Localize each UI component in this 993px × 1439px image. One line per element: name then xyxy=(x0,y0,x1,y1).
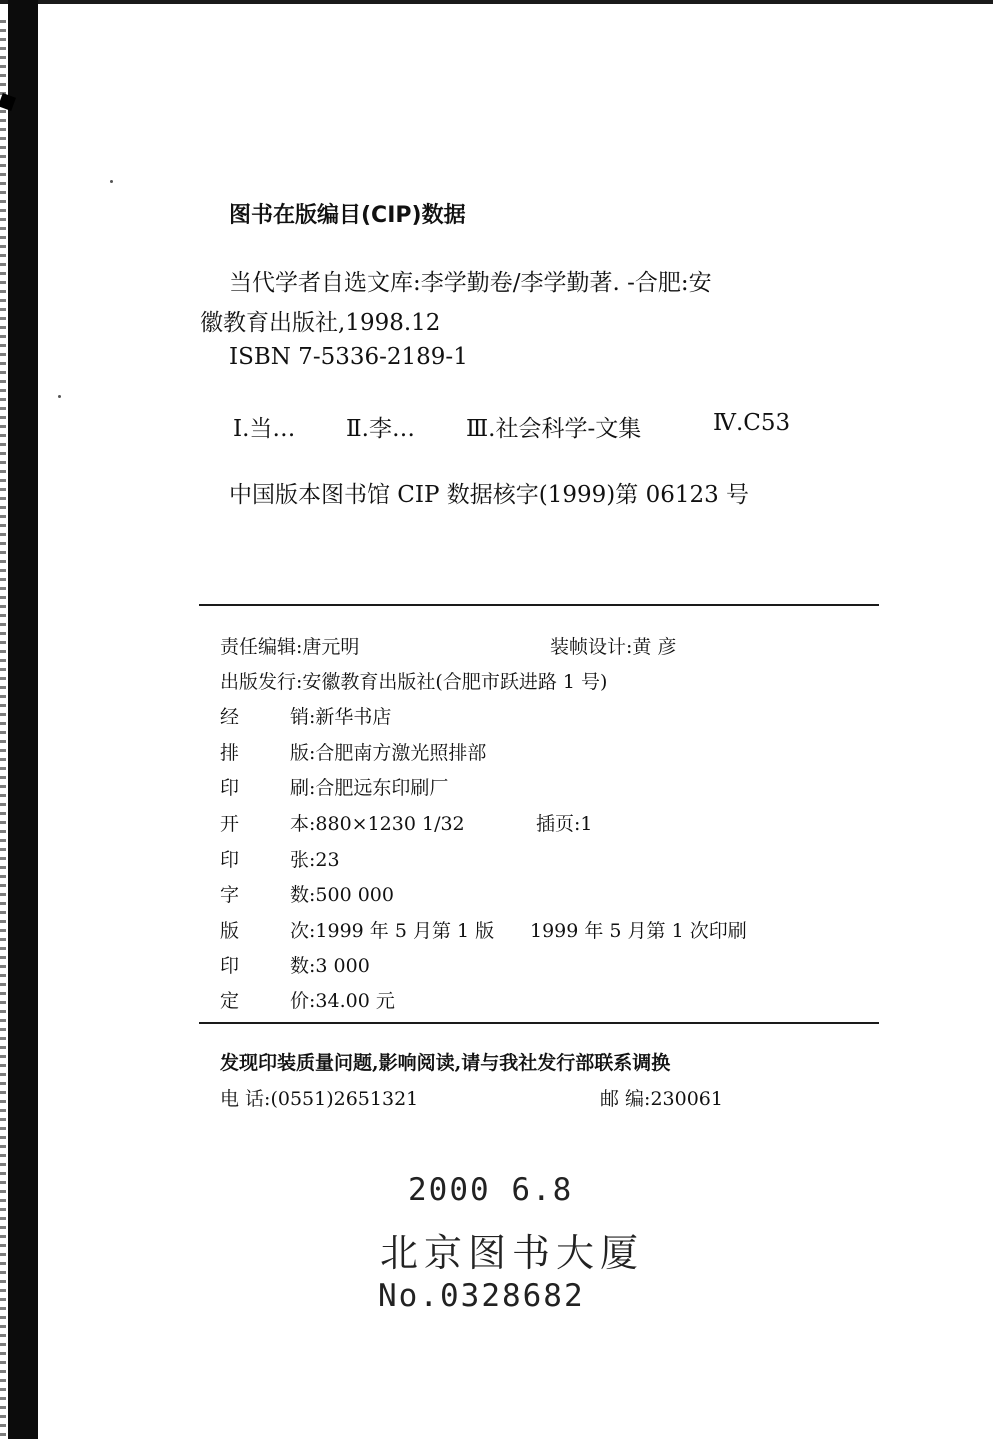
credit-row-label: 开 xyxy=(220,813,240,835)
credit-row-label: 字 xyxy=(220,884,240,906)
cip-heading: 图书在版编目(CIP)数据 xyxy=(229,203,466,228)
scan-speck xyxy=(58,395,61,398)
divider-bottom xyxy=(199,1022,879,1024)
credit-row xyxy=(220,702,391,729)
credit-row-label: 版 xyxy=(220,920,240,942)
cip-entry-line-1: 当代学者自选文库:李学勤卷/李学勤著. -合肥:安 xyxy=(229,270,712,296)
credit-row-value: 版:合肥南方激光照排部 xyxy=(290,742,487,764)
phone-number: (0551)2651321 xyxy=(270,1088,419,1110)
scan-top-edge xyxy=(0,0,993,4)
credit-row-value: 销:新华书店 xyxy=(290,706,392,728)
credit-row-label: 印 xyxy=(220,849,240,871)
credit-row-value: 次:1999 年 5 月第 1 版 xyxy=(290,920,495,942)
credit-row-value: 张:23 xyxy=(290,849,340,871)
credit-row-label: 经 xyxy=(220,706,240,728)
cip-subject-3: Ⅲ.社会科学-文集 xyxy=(466,416,642,442)
credit-row xyxy=(220,916,494,943)
credit-row xyxy=(220,880,394,907)
credit-row-label: 排 xyxy=(220,742,240,764)
cip-entry-line-2: 徽教育出版社,1998.12 xyxy=(200,310,441,336)
publisher-credit: 出版发行:安徽教育出版社(合肥市跃进路 1 号) xyxy=(220,671,608,693)
cip-subject-4: Ⅳ.C53 xyxy=(713,410,791,436)
credit-row xyxy=(220,951,370,978)
credit-row xyxy=(220,845,340,872)
credit-row-value: 刷:合肥远东印刷厂 xyxy=(290,777,449,799)
credit-row xyxy=(220,773,448,800)
editor-credit: 责任编辑:唐元明 xyxy=(220,636,360,658)
credit-row-extra: 1999 年 5 月第 1 次印刷 xyxy=(530,920,747,942)
phone-label: 电 话: xyxy=(220,1088,271,1110)
credit-row-label: 印 xyxy=(220,777,240,799)
postcode-label: 邮 编: xyxy=(600,1088,651,1110)
cip-subject-2: Ⅱ.李… xyxy=(346,416,415,442)
scan-speck xyxy=(110,180,113,183)
postcode-value: 230061 xyxy=(650,1088,723,1110)
book-spine-shadow xyxy=(8,0,38,1439)
postcode-line xyxy=(600,1084,723,1111)
credit-row xyxy=(220,986,395,1013)
handwritten-number: No.0328682 xyxy=(378,1278,585,1314)
credit-row-label: 定 xyxy=(220,990,240,1012)
scan-left-edge xyxy=(0,20,6,1439)
divider-top xyxy=(199,604,879,606)
designer-credit: 装帧设计:黄 彦 xyxy=(550,636,677,658)
credit-row-extra: 插页:1 xyxy=(536,813,593,835)
cip-subject-1: Ⅰ.当… xyxy=(233,416,296,442)
credit-row-value: 数:3 000 xyxy=(290,955,370,977)
credit-row xyxy=(220,809,465,836)
credit-row xyxy=(220,738,486,765)
credit-row-label: 印 xyxy=(220,955,240,977)
credit-row-value: 数:500 000 xyxy=(290,884,394,906)
quality-notice: 发现印装质量问题,影响阅读,请与我社发行部联系调换 xyxy=(220,1052,671,1074)
handwritten-date: 2000 6.8 xyxy=(408,1172,574,1208)
cip-isbn: ISBN 7-5336-2189-1 xyxy=(229,344,468,370)
credit-row-value: 价:34.00 元 xyxy=(290,990,395,1012)
credit-row-value: 本:880×1230 1/32 xyxy=(290,813,465,835)
phone-line xyxy=(220,1084,418,1111)
handwritten-store: 北京图书大厦 xyxy=(380,1231,645,1275)
cip-verification: 中国版本图书馆 CIP 数据核字(1999)第 06123 号 xyxy=(229,482,750,508)
